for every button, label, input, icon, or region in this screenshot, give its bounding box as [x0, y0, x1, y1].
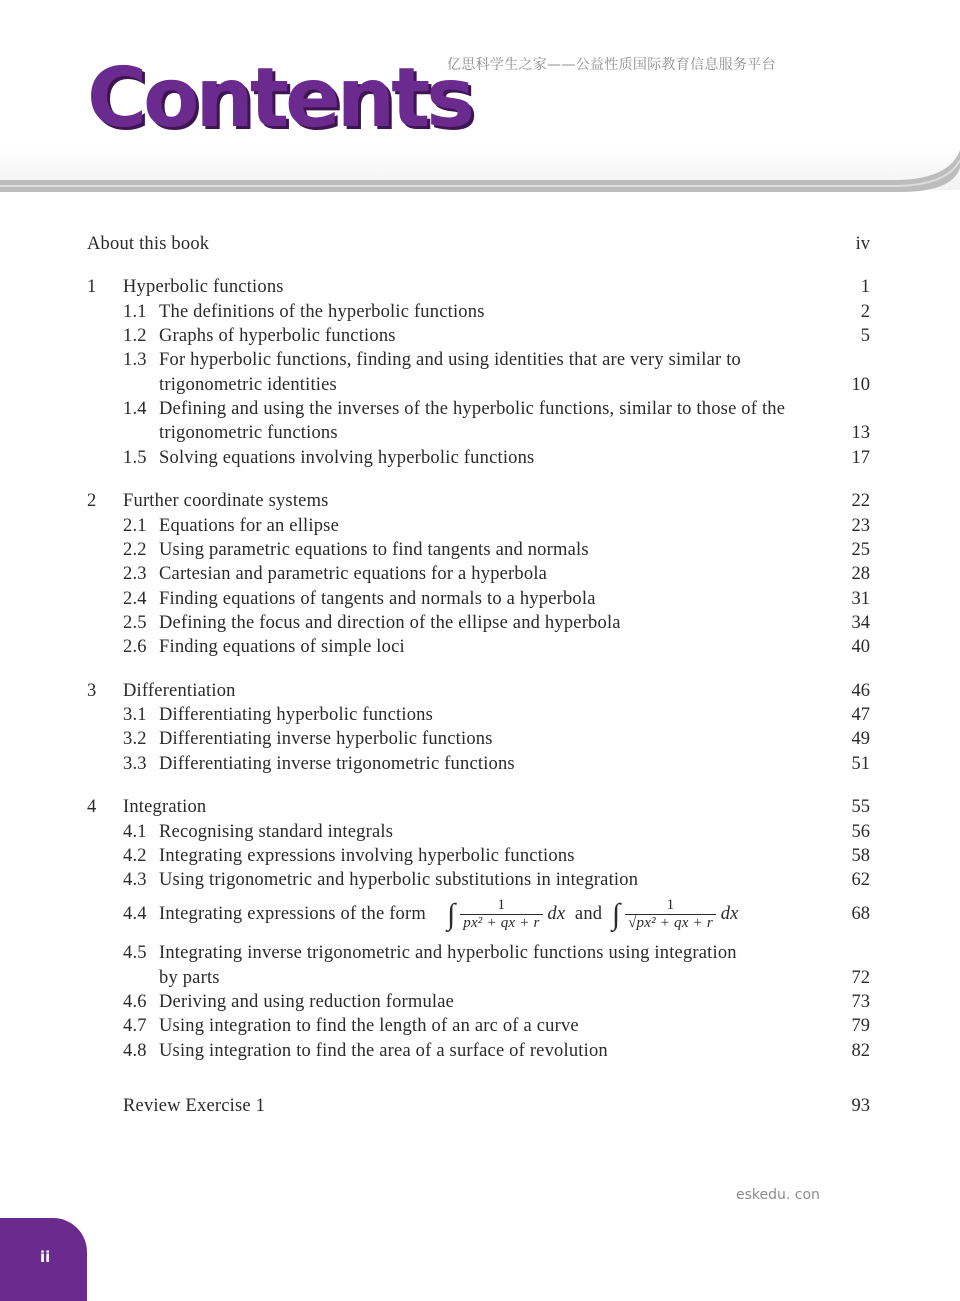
- toc-front-matter[interactable]: [87, 232, 209, 256]
- section-title[interactable]: Recognising standard integrals: [159, 822, 394, 842]
- section-number: 2.2: [123, 540, 147, 560]
- section-title[interactable]: Cartesian and parametric equations for a hyperbola: [159, 564, 548, 584]
- watermark-text: 亿思科学生之家——公益性质国际教育信息服务平台: [447, 57, 776, 73]
- section-title-continued[interactable]: by parts: [159, 968, 220, 988]
- section-number: 2.5: [123, 613, 147, 633]
- section-page: 49: [851, 729, 870, 749]
- section-number: 3.1: [123, 705, 147, 725]
- section-title[interactable]: Differentiating inverse hyperbolic functions: [159, 729, 493, 749]
- section-number: 1.5: [123, 448, 147, 468]
- section-title[interactable]: Defining and using the inverses of the hyperbolic functions, similar to those of the: [159, 399, 786, 419]
- section-page: 5: [860, 326, 870, 346]
- differential: dx: [547, 904, 566, 924]
- section-page: 2: [860, 302, 870, 322]
- page-number: ii: [40, 1248, 51, 1266]
- section-number: 3.2: [123, 729, 147, 749]
- section-number: 4.8: [123, 1041, 147, 1061]
- chapter-1-title[interactable]: Hyperbolic functions: [123, 277, 284, 297]
- section-number: 4.5: [123, 943, 147, 963]
- section-title[interactable]: Integrating inverse trigonometric and hyperbolic functions using integration: [159, 943, 737, 963]
- section-page: 62: [851, 870, 870, 890]
- section-number: 3.3: [123, 754, 147, 774]
- chapter-1-number: 1: [87, 277, 97, 297]
- section-page: 28: [851, 564, 870, 584]
- section-page: 79: [851, 1016, 870, 1036]
- section-number: 4.3: [123, 870, 147, 890]
- section-title[interactable]: For hyperbolic functions, finding and using identities that are very similar to: [159, 350, 741, 370]
- chapter-3-title[interactable]: Differentiation: [123, 681, 236, 701]
- section-page: 58: [851, 846, 870, 866]
- section-title[interactable]: Using integration to find the area of a surface of revolution: [159, 1041, 608, 1061]
- section-number: 2.4: [123, 589, 147, 609]
- section-number: 2.3: [123, 564, 147, 584]
- chapter-1-page: 1: [860, 277, 870, 297]
- fraction-sqrt-denominator: √px² + qx + r: [628, 915, 713, 932]
- section-title[interactable]: Differentiating hyperbolic functions: [159, 705, 434, 725]
- section-number: 4.7: [123, 1016, 147, 1036]
- section-number: 2.1: [123, 516, 147, 536]
- section-number: 1.3: [123, 350, 147, 370]
- section-title[interactable]: Using integration to find the length of an arc of a curve: [159, 1016, 579, 1036]
- chapter-4-number: 4: [87, 797, 97, 817]
- section-number: 2.6: [123, 637, 147, 657]
- section-page: 34: [851, 613, 870, 633]
- fraction-numerator: 1: [625, 897, 716, 915]
- page-title: Contents: [87, 51, 472, 146]
- section-title-continued[interactable]: trigonometric functions: [159, 423, 338, 443]
- section-page: 10: [851, 375, 870, 395]
- chapter-3-number: 3: [87, 681, 97, 701]
- fraction-numerator: 1: [460, 897, 542, 915]
- section-page: 31: [851, 589, 870, 609]
- chapter-4-page: 55: [851, 797, 870, 817]
- section-page: 82: [851, 1041, 870, 1061]
- integral-sign: ∫: [447, 897, 456, 931]
- section-title[interactable]: Differentiating inverse trigonometric functions: [159, 754, 515, 774]
- section-page: 72: [851, 968, 870, 988]
- section-number: 4.1: [123, 822, 147, 842]
- fraction-denominator: px² + qx + r: [463, 915, 540, 932]
- review-exercise-page: 93: [851, 1096, 870, 1116]
- section-title[interactable]: Graphs of hyperbolic functions: [159, 326, 396, 346]
- section-page: 47: [851, 705, 870, 725]
- section-page: 51: [851, 754, 870, 774]
- section-title[interactable]: Deriving and using reduction formulae: [159, 992, 455, 1012]
- section-title[interactable]: Using trigonometric and hyperbolic substitutions in integration: [159, 870, 639, 890]
- formula-and: and: [574, 904, 603, 924]
- section-title[interactable]: Integrating expressions involving hyperbolic functions: [159, 846, 575, 866]
- section-title[interactable]: Defining the focus and direction of the ellipse and hyperbola: [159, 613, 621, 633]
- section-page: 56: [851, 822, 870, 842]
- section-title[interactable]: Finding equations of simple loci: [159, 637, 405, 657]
- section-title[interactable]: Finding equations of tangents and normals to a hyperbola: [159, 589, 596, 609]
- front-label: About this book: [87, 234, 210, 254]
- differential: dx: [720, 904, 739, 924]
- front-page-number: iv: [855, 234, 870, 254]
- review-exercise-title[interactable]: Review Exercise 1: [123, 1096, 266, 1116]
- section-page: 25: [851, 540, 870, 560]
- section-number: 4.4: [123, 904, 147, 924]
- section-number: 4.2: [123, 846, 147, 866]
- section-title[interactable]: Using parametric equations to find tangents and normals: [159, 540, 589, 560]
- fraction: [625, 897, 716, 932]
- chapter-2-number: 2: [87, 491, 97, 511]
- integral-formula: [447, 890, 739, 938]
- section-number: 1.1: [123, 302, 147, 322]
- section-title[interactable]: Solving equations involving hyperbolic functions: [159, 448, 535, 468]
- section-page: 40: [851, 637, 870, 657]
- integral-sign: ∫: [611, 897, 621, 931]
- section-page: 17: [851, 448, 870, 468]
- section-title-continued[interactable]: trigonometric identities: [159, 375, 337, 395]
- section-title[interactable]: Integrating expressions of the form: [159, 904, 426, 924]
- footer-watermark: eskedu. con: [736, 1187, 820, 1203]
- section-page: 23: [851, 516, 870, 536]
- section-title[interactable]: Equations for an ellipse: [159, 516, 339, 536]
- section-page: 13: [851, 423, 870, 443]
- section-page: 73: [851, 992, 870, 1012]
- section-number: 4.6: [123, 992, 147, 1012]
- fraction: [460, 897, 542, 932]
- chapter-4-title[interactable]: Integration: [123, 797, 207, 817]
- chapter-2-page: 22: [851, 491, 870, 511]
- chapter-3-page: 46: [851, 681, 870, 701]
- section-number: 1.2: [123, 326, 147, 346]
- chapter-2-title[interactable]: Further coordinate systems: [123, 491, 329, 511]
- section-page: 68: [851, 904, 870, 924]
- section-title[interactable]: The definitions of the hyperbolic functions: [159, 302, 485, 322]
- section-number: 1.4: [123, 399, 147, 419]
